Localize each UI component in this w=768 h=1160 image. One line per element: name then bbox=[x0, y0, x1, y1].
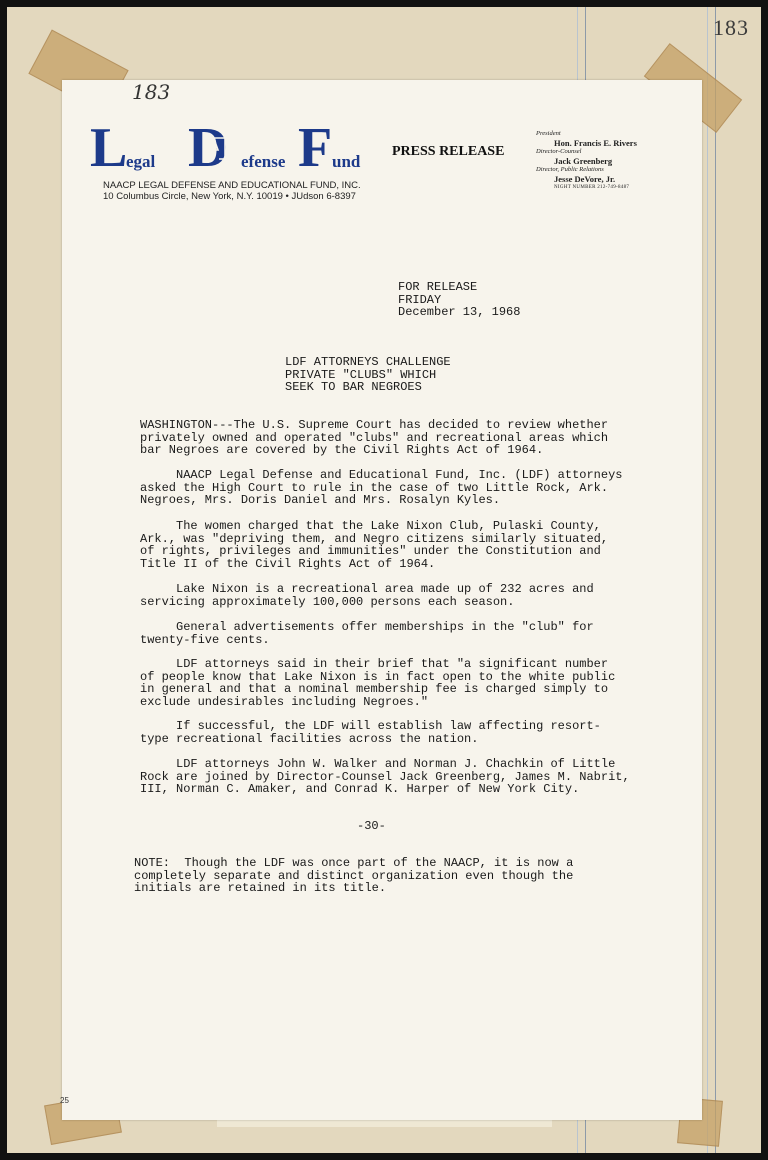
logo-word-legal: egal bbox=[126, 152, 156, 171]
logo-word-fund: und bbox=[332, 152, 361, 171]
officer-title: Director, Public Relations bbox=[536, 166, 604, 173]
body-paragraph: General advertisements offer memberships in the "club" for twenty-five cents. bbox=[140, 620, 594, 647]
body-paragraph: LDF attorneys said in their brief that "a significant number of people know that Lake Nixon is in fact open to the white public in general and that a nominal membership fee is charged simply to exclude undesirables including Negroes." bbox=[140, 657, 616, 709]
headline-line: LDF ATTORNEYS CHALLENGE bbox=[285, 355, 451, 369]
officer-name: Hon. Francis E. Rivers bbox=[554, 138, 637, 148]
release-day: FRIDAY bbox=[398, 292, 442, 307]
headline-line: SEEK TO BAR NEGROES bbox=[285, 380, 422, 395]
officer-title: Director-Counsel bbox=[536, 148, 582, 155]
note-paragraph: NOTE: Though the LDF was once part of the NAACP, it is now a completely separate and distinct organization even though the initials are retained in its title. bbox=[134, 856, 574, 896]
release-line: FOR RELEASE bbox=[398, 280, 478, 294]
org-address: 10 Columbus Circle, New York, N.Y. 10019 • JUdson 6-8397 bbox=[103, 191, 356, 202]
press-release-label: PRESS RELEASE bbox=[392, 144, 505, 159]
body-paragraph: Lake Nixon is a recreational area made up of 232 acres and servicing approximately 100,000 persons each season. bbox=[140, 582, 594, 609]
headline-line: PRIVATE "CLUBS" WHICH bbox=[285, 367, 437, 382]
logo-letter-l: L bbox=[90, 120, 128, 176]
release-date: December 13, 1968 bbox=[398, 305, 521, 320]
letterhead-address-block bbox=[103, 180, 361, 202]
body-paragraph: LDF attorneys John W. Walker and Norman J. Chachkin of Little Rock are joined by Director-Counsel Jack Greenberg, James M. Nabrit, III, Norman C. Amaker, and Conrad K. Harper of New York City. bbox=[140, 757, 630, 797]
handwritten-number: 183 bbox=[132, 80, 171, 104]
officer-name: Jesse DeVore, Jr. bbox=[554, 174, 616, 184]
officers-list bbox=[536, 130, 637, 191]
night-number: NIGHT NUMBER 212-749-8487 bbox=[554, 185, 630, 190]
ldf-logo bbox=[90, 120, 380, 176]
backing-rule bbox=[715, 7, 716, 1153]
backing-rule bbox=[707, 7, 708, 1153]
body-paragraph: NAACP Legal Defense and Educational Fund, Inc. (LDF) attorneys asked the High Court to rule in the case of two Little Rock, Ark. Negroes, Mrs. Doris Daniel and Mrs. Rosalyn Kyles. bbox=[140, 468, 623, 508]
org-name: NAACP LEGAL DEFENSE AND EDUCATIONAL FUND, INC. bbox=[103, 180, 361, 191]
corner-mark: 25 bbox=[60, 1096, 69, 1105]
end-mark: -30- bbox=[357, 819, 386, 833]
body-paragraph: WASHINGTON---The U.S. Supreme Court has decided to review whether privately owned and operated "clubs" and recreational areas which bar Negroes are covered by the Civil Rights Act of 1964. bbox=[140, 418, 609, 458]
logo-letter-f: F bbox=[298, 120, 333, 176]
officer-name: Jack Greenberg bbox=[554, 156, 613, 166]
body-paragraph: If successful, the LDF will establish law affecting resort- type recreational facilities across the nation. bbox=[140, 719, 601, 746]
release-date-block bbox=[398, 281, 520, 319]
logo-word-defense: efense bbox=[241, 152, 286, 171]
officer-title: President bbox=[536, 130, 561, 137]
archive-page-number: 183 bbox=[713, 15, 749, 40]
headline bbox=[285, 356, 451, 394]
body-paragraph: The women charged that the Lake Nixon Club, Pulaski County, Ark., was "depriving them, and Negro citizens similarly situated, of rights, privileges and immunities" under the Constitution and Title II of the Civil Rights Act of 1964. bbox=[140, 519, 609, 571]
logo-letter-d: D bbox=[188, 120, 229, 176]
